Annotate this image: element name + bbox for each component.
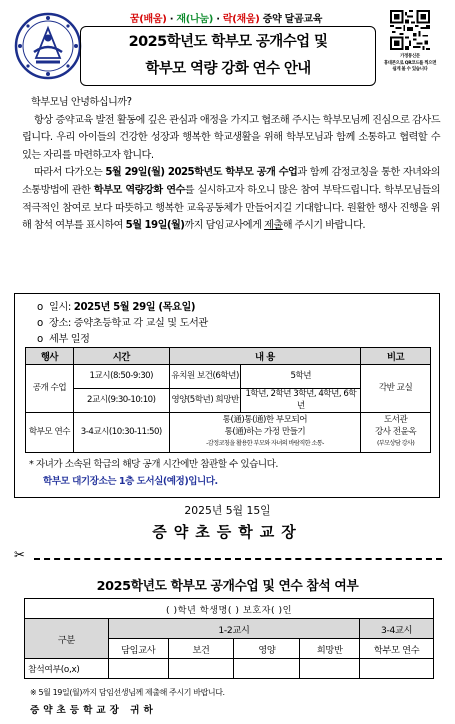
student-info-field[interactable]: ( )학년 학생명( ) 보호자( )인 [25,599,434,619]
note-instructor-role: (부모상담 강사) [376,440,415,448]
intro-paragraph-2 [22,164,440,234]
schedule-label: 세부 일정 [49,334,90,345]
slogan-dream: 꿈(배움) [129,14,167,25]
form-closing: 증약초등학교장 귀하 [30,705,157,716]
issue-date: 2025년 5월 15일 [184,504,271,517]
bullet-schedule [37,332,208,348]
training-subtitle: -감정코칭을 활용한 부모와 자녀의 바람직한 소통- [206,440,324,448]
intro-text: 과 함께 감정코칭을 통한 자녀와의 소통방법에 관한 [22,167,441,196]
bullet-icon: o [37,318,43,329]
col-nutrition: 영양 [234,639,300,659]
header-content: 내 용 [169,348,360,365]
table-row [26,413,431,453]
bullet-icon: o [37,302,43,313]
notice-title-line-1: 2025학년도 학부모 공개수업 및 [128,34,328,50]
slogan-separator: · [166,14,177,25]
form-header-row [25,619,434,639]
cut-line [14,548,442,564]
content-nutrition: 영양(5학년) 희망반 [169,389,241,413]
qr-code-icon [390,10,430,50]
form-footnote: ※ 5월 19일(월)까지 담임선생님께 제출해 주시기 바랍니다. [30,688,225,697]
event-info-box [14,293,440,498]
content-grade-5: 5학년 [241,365,361,389]
qr-caption-1: 가정통신문 [400,54,420,59]
intro-text: 를 실시하고자 하오니 많은 참여 부탁드립니다. 학부모님들의 적극적인 참여로 보다 따뜻하고 행복한 교육공동체가 만들어지길 기대합니다. 원활한 행사 진행을 위해 참석 여부를 표시하여 [22,184,440,232]
training-highlight: 학부모 역량강화 연수 [93,184,185,196]
intro-paragraph-1: 항상 증약교육 발전 활동에 깊은 관심과 애정을 가지고 협조해 주시는 학부모님께 진심으로 감사드립니다. 우리 아이들의 건강한 성장과 행복한 학교생활을 위해 학부모님과 함께 소통하고 협력할 수 있는 자리를 마련하고자 합니다. [22,114,440,161]
note-attendance: * 자녀가 소속된 학급의 해당 공개 시간에만 참관할 수 있습니다. [29,459,278,470]
dashed-divider [34,558,442,560]
notes [29,456,278,490]
time-period-2: 2교시(9:30-10:10) [73,389,169,413]
event-parent-training: 학부모 연수 [26,413,74,453]
schedule-table [25,347,431,453]
event-open-class: 공개 수업 [26,365,74,413]
slogan-tail: 증약 달곰교육 [259,14,323,25]
schedule-header-row [26,348,431,365]
group-period-1-2: 1-2교시 [108,619,359,639]
slogan-joy: 락(채움) [222,14,260,25]
header-event: 행사 [26,348,74,365]
form-attendance-row [25,659,434,679]
table-row [26,365,431,389]
training-title-2: 통(通)하는 가정 만들기 [224,426,306,437]
header-note: 비고 [361,348,431,365]
attendance-label: 참석여부(o,x) [25,659,109,679]
slogan-share: 재(나눔) [176,14,214,25]
greeting: 학부모님 안녕하십니까? [31,97,132,108]
attendance-training-cell[interactable] [360,659,434,679]
time-period-3-4: 3-4교시(10:30-11:50) [73,413,169,453]
scissors-icon: ✂ [14,548,25,563]
header [14,8,444,90]
form-info-row [25,599,434,619]
place-text: 장소: 증약초등학교 각 교실 및 도서관 [49,318,208,329]
deadline-highlight: 5월 19일(월) [125,220,185,232]
attendance-health-cell[interactable] [168,659,234,679]
note-location: 도서관 [383,415,408,426]
bullet-icon: o [37,334,43,345]
event-date-highlight: 5월 29일(월) 2025학년도 학부모 공개 수업 [105,167,298,179]
content-training [169,413,360,453]
group-period-3-4: 3-4교시 [360,619,434,639]
group-label: 구분 [25,619,109,659]
qr-section [377,10,443,86]
attendance-homeroom-cell[interactable] [108,659,168,679]
intro-text: 해 주시기 바랍니다. [282,220,366,232]
training-title-1: 통(通)통(通)한 부모되어 [222,415,308,426]
slogan-separator: · [213,14,223,25]
note-instructor: 강사 전윤옥 [374,426,417,437]
qr-caption-2: 휴대폰으로 QR코드를 찍으면 [383,60,437,66]
bullet-place [37,316,208,332]
notice-title-line-2: 학부모 역량 강화 연수 안내 [145,61,311,77]
header-time: 시간 [73,348,169,365]
attendance-wish-class-cell[interactable] [300,659,360,679]
intro-letter [22,94,440,235]
content-other-grades: 1학년, 2학년 3학년, 4학년, 6학년 [241,389,361,413]
reply-form-title: 2025학년도 학부모 공개수업 및 연수 참석 여부 [96,579,359,594]
date-value: 2025년 5월 29일 (목요일) [73,302,196,313]
date-label: 일시: [49,302,74,313]
col-parent-training: 학부모 연수 [360,639,434,659]
event-bullets [37,300,208,348]
submit-underline: 제출 [264,220,283,232]
bullet-date [37,300,208,316]
note-library [361,413,431,453]
intro-text: 까지 담임교사에게 [184,220,265,232]
intro-text: 따라서 다가오는 [34,167,106,179]
reply-form-table [24,598,434,679]
attendance-nutrition-cell[interactable] [234,659,300,679]
col-health: 보건 [168,639,234,659]
school-principal: 증약초등학교장 [152,523,303,541]
col-wish-class: 희망반 [300,639,360,659]
notice-title-box [80,26,376,86]
time-period-1: 1교시(8:50-9:30) [73,365,169,389]
school-slogan [76,10,376,25]
note-waiting-area: 학부모 대기장소는 1층 도서실(예정)입니다. [43,476,218,487]
col-homeroom: 담임교사 [108,639,168,659]
qr-caption-3: 쉽게 볼 수 있습니다 [392,67,428,72]
school-emblem-icon [14,12,82,80]
note-each-class: 각반 교실 [361,365,431,413]
content-kinder-health: 유치원 보건(6학년) [169,365,241,389]
